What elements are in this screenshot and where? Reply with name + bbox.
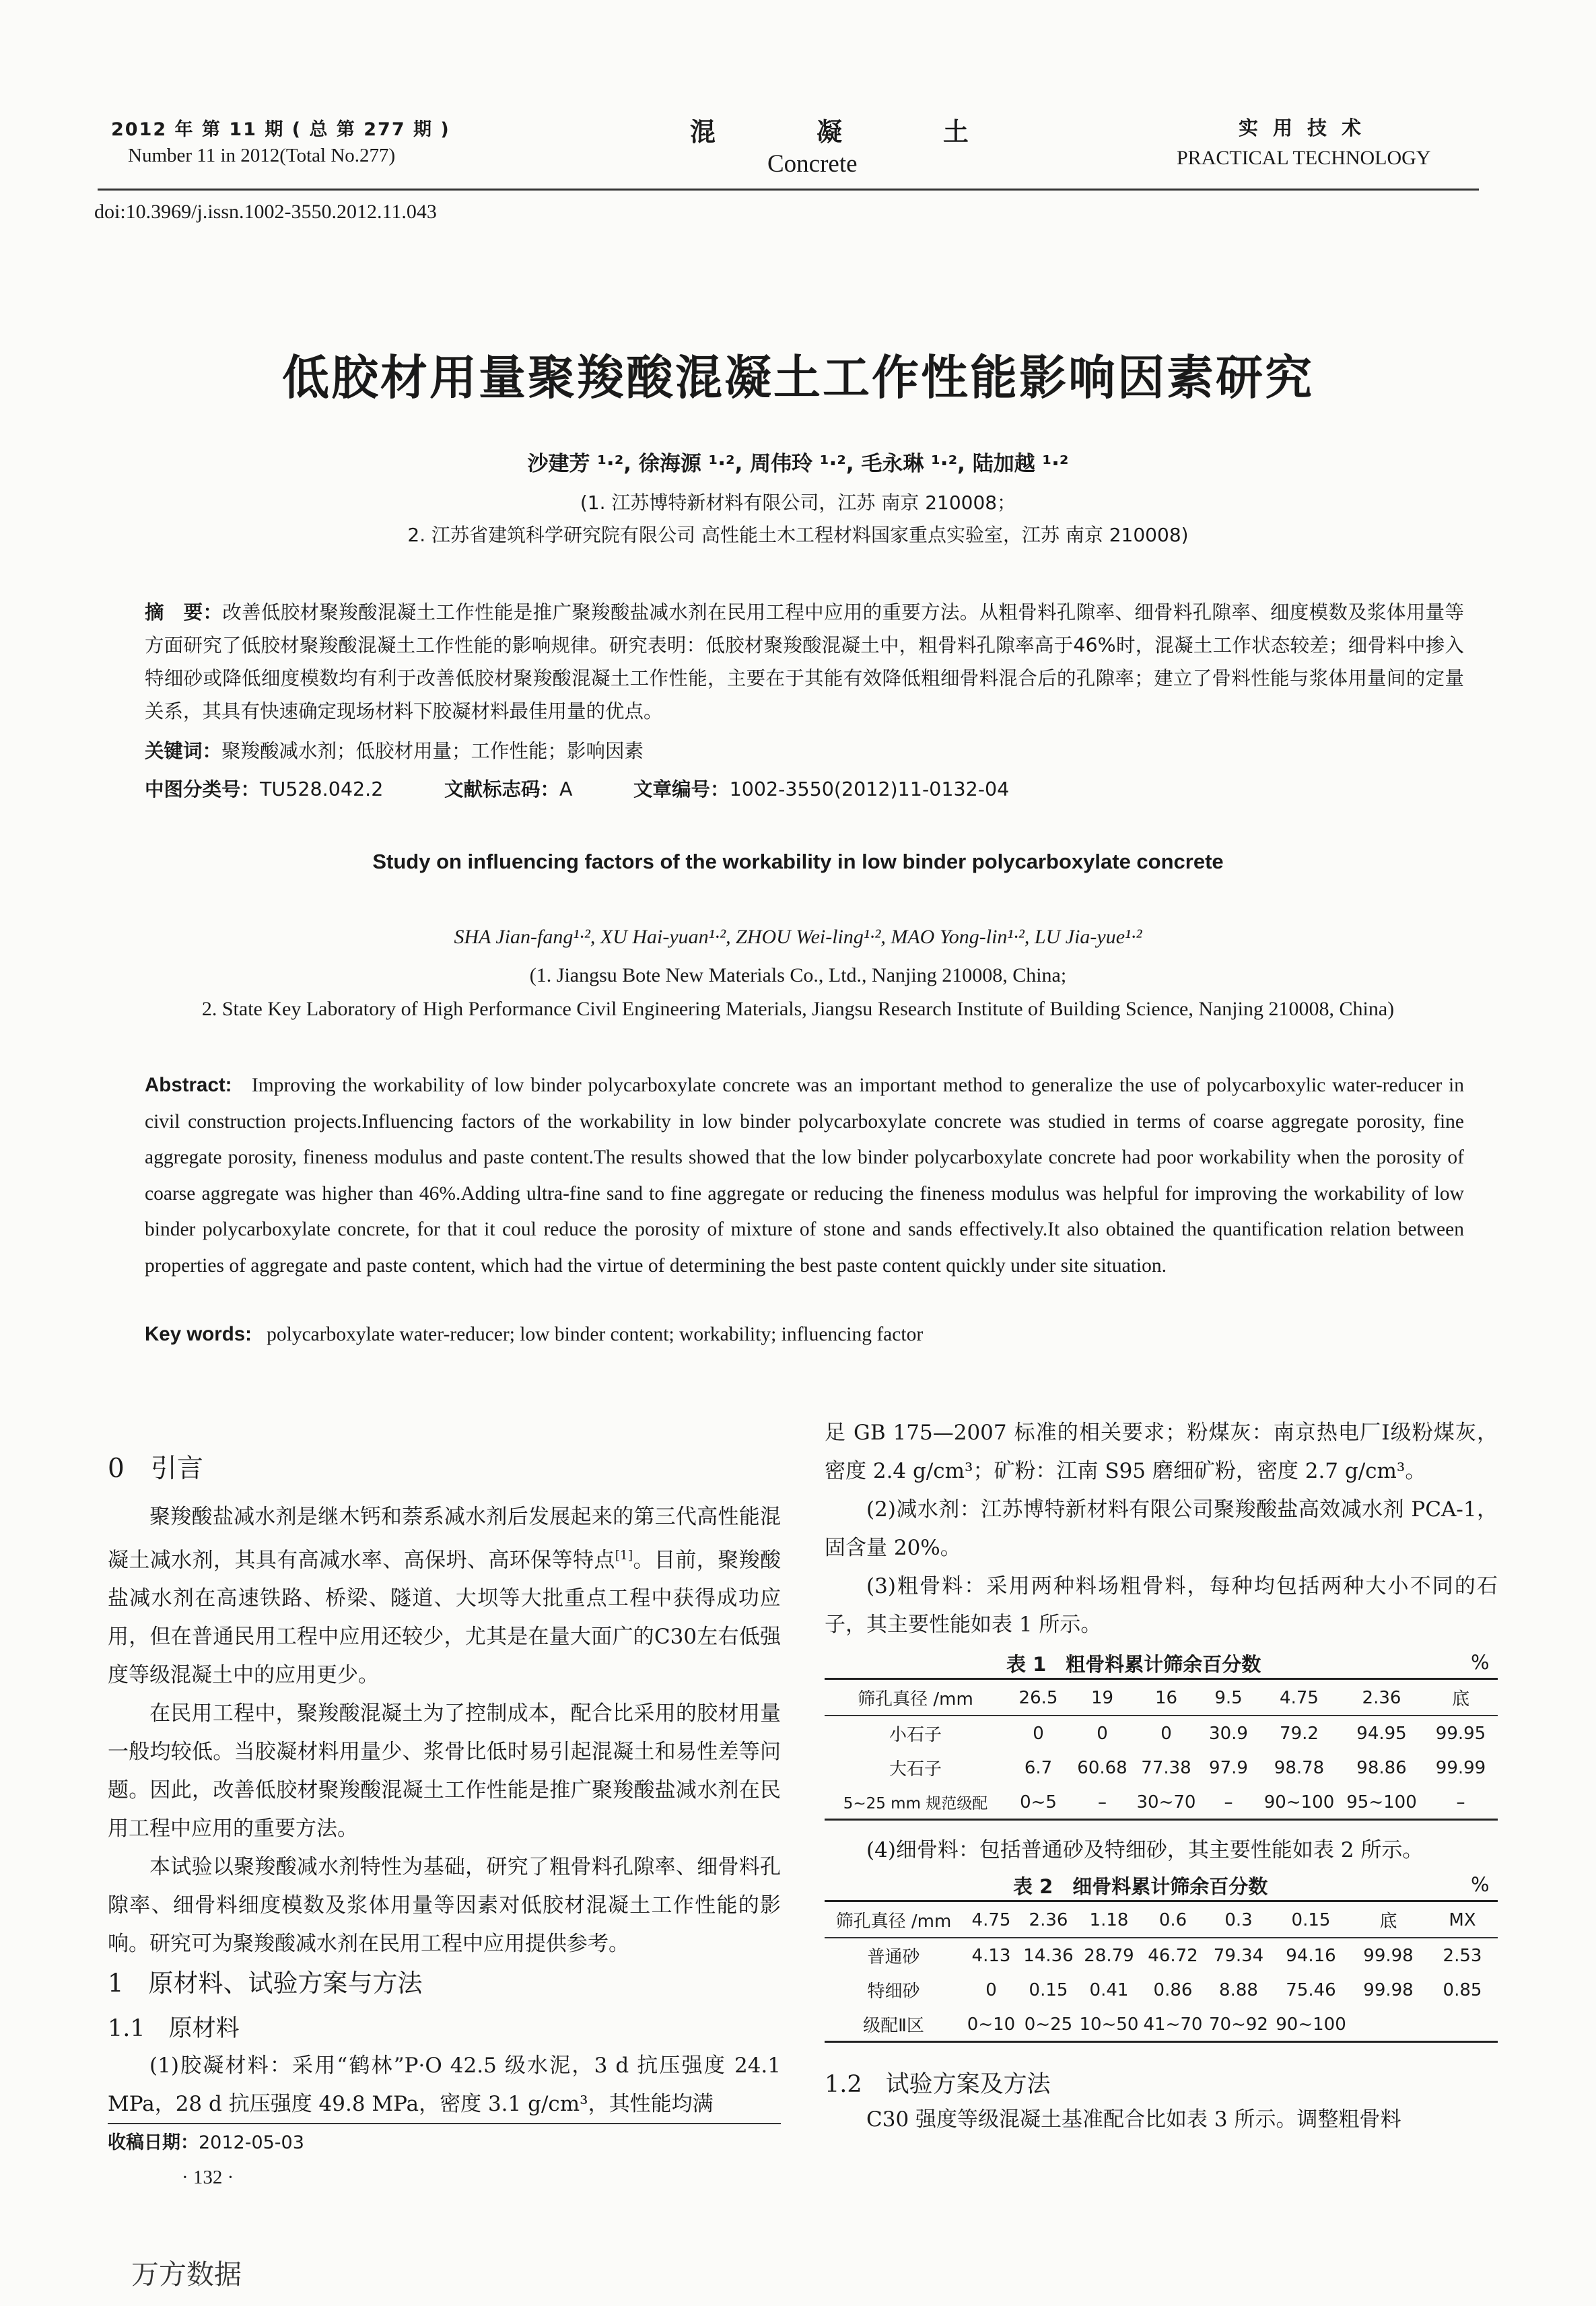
abstract-cn-label: 摘 要： [145, 601, 223, 623]
article-no-value: 1002-3550(2012)11-0132-04 [729, 778, 1010, 801]
journal-name-en: Concrete [767, 150, 858, 178]
table-2-top-rule [825, 1900, 1498, 1902]
table-cell: 4.13 [971, 1945, 1011, 1966]
table-cell: 2.36 [1029, 1909, 1068, 1930]
affiliation-cn-1: (1. 江苏博特新材料有限公司，江苏 南京 210008； [580, 491, 1016, 514]
table-row [825, 1751, 1498, 1785]
table-cell: 28.79 [1084, 1945, 1134, 1966]
table-row [825, 1785, 1498, 1819]
paragraph-intro-3: 本试验以聚羧酸减水剂特性为基础，研究了粗骨料孔隙率、细骨料孔隙率、细骨料细度模数及浆体用量等因素对低胶材混凝土工作性能的影响。研究可为聚羧酸减水剂在民用工程中应用提供参考。 [108, 1855, 781, 1957]
table-cell: 94.95 [1356, 1723, 1407, 1744]
table-cell: 41~70 [1143, 2014, 1203, 2035]
clc-value: TU528.042.2 [260, 778, 384, 801]
table-cell: 99.95 [1435, 1723, 1486, 1744]
issue-en: Number 11 in 2012(Total No.277) [128, 145, 396, 166]
paragraph-materials-3: (3)粗骨料：采用两种料场粗骨料，每种均包括两种大小不同的石子，其主要性能如表 1 所示。 [825, 1574, 1498, 1637]
table-cell: 筛孔真径 /mm [835, 1911, 952, 1932]
abstract-cn [145, 596, 1464, 728]
table-2-caption: 表 2 细骨料累计筛余百分数 [1013, 1875, 1268, 1898]
table-cell: 0.85 [1443, 1979, 1482, 2000]
page-number: · 132 · [182, 2167, 234, 2188]
authors-cn: 沙建芳 ¹·², 徐海源 ¹·², 周伟玲 ¹·², 毛永琳 ¹·², 陆加越 ¹·² [527, 452, 1069, 476]
table-cell: 普通砂 [867, 1947, 920, 1967]
table-cell: 60.68 [1077, 1757, 1127, 1778]
table-cell: 30.9 [1209, 1723, 1248, 1744]
abstract-cn-text: 改善低胶材聚羧酸混凝土工作性能是推广聚羧酸盐减水剂在民用工程中应用的重要方法。从粗骨料孔隙率、细骨料孔隙率、细度模数及浆体用量等方面研究了低胶材聚羧酸混凝土工作性能的影响规律。研究表明：低胶材聚羧酸混凝土中，粗骨料孔隙率高于46%时，混凝土工作状态较差；细骨料中掺入特细砂或降低细度模数均有利于改善低胶材聚羧酸混凝土工作性能，主要在于其能有效降低粗细骨料混合后的孔隙率；建立了骨料性能与浆体用量间的定量关系，其具有快速确定现场材料下胶凝材料最佳用量的优点。 [145, 601, 1464, 722]
abstract-en-label: Abstract: [145, 1074, 232, 1096]
doc-code-label: 文献标志码： [444, 778, 559, 801]
affiliation-en-1: (1. Jiangsu Bote New Materials Co., Ltd., Nanjing 210008, China; [529, 964, 1067, 986]
section-1-2-heading: 1.2 试验方案及方法 [825, 2071, 1051, 2098]
table-cell: 0.6 [1158, 1909, 1187, 1930]
keywords-en-label: Key words: [145, 1323, 252, 1345]
header-rule [98, 189, 1479, 191]
table-cell: 底 [1451, 1689, 1469, 1709]
table-cell: 77.38 [1141, 1757, 1191, 1778]
affiliation-cn-2: 2. 江苏省建筑科学研究院有限公司 高性能土木工程材料国家重点实验室，江苏 南京 210008) [407, 524, 1189, 546]
paper-title-cn: 低胶材用量聚羧酸混凝土工作性能影响因素研究 [282, 350, 1314, 405]
table-cell: 0.15 [1291, 1909, 1331, 1930]
table-cell: 98.86 [1356, 1757, 1407, 1778]
affiliation-en-2: 2. State Key Laboratory of High Performance Civil Engineering Materials, Jiangsu Research Institute of Building Science, Nanjing 210008, China) [201, 998, 1395, 1020]
paragraph-intro-1: 聚羧酸盐减水剂是继木钙和萘系减水剂后发展起来的第三代高性能混凝土减水剂，其具有高减水率、高保坍、高环保等特点[1]。目前，聚羧酸盐减水剂在高速铁路、桥梁、隧道、大坝等大批重点工程中获得成功应用，但在普通民用工程中应用还较少，尤其是在量大面广的C30左右低强度等级混凝土中的应用更少。 [108, 1505, 781, 1688]
table-1-bottom-rule [825, 1819, 1498, 1821]
table-cell: 79.34 [1213, 1945, 1264, 1966]
issue-cn: 2012 年 第 11 期 ( 总 第 277 期 ) [111, 119, 450, 140]
table-2-unit: % [1471, 1873, 1490, 1896]
section-1-heading: 1 原材料、试验方案与方法 [108, 1969, 423, 1998]
keywords-cn-label: 关键词： [145, 740, 222, 762]
table-cell: 0~10 [967, 2014, 1016, 2035]
table-cell: 4.75 [1280, 1687, 1319, 1708]
table-cell: 5~25 mm 规范级配 [843, 1795, 988, 1812]
table-cell [1350, 2007, 1427, 2041]
table-cell: 97.9 [1209, 1757, 1248, 1778]
table-cell: 90~100 [1263, 1792, 1335, 1812]
footnote-rule [108, 2123, 781, 2124]
table-1-unit: % [1471, 1651, 1490, 1674]
table-cell: 16 [1154, 1687, 1178, 1708]
table-cell: 19 [1090, 1687, 1114, 1708]
table-cell [1427, 2007, 1498, 2041]
table-cell: 0~25 [1024, 2014, 1073, 2035]
keywords-cn [145, 736, 644, 764]
section-name-cn: 实用技术 [1239, 116, 1377, 139]
table-cell: 0.41 [1089, 1979, 1129, 2000]
table-cell: 0.86 [1153, 1979, 1193, 2000]
table-cell: 0 [1160, 1723, 1172, 1744]
table-cell: 9.5 [1214, 1687, 1243, 1708]
table-cell: 0.15 [1029, 1979, 1068, 2000]
table-cell: 75.46 [1286, 1979, 1336, 2000]
table-cell: 46.72 [1148, 1945, 1198, 1966]
table-cell: 0 [1033, 1723, 1044, 1744]
right-body-2 [825, 1831, 1498, 1870]
paragraph-materials-1-cont: 足 GB 175—2007 标准的相关要求；粉煤灰：南京热电厂Ⅰ级粉煤灰，密度 2.4 g/cm³；矿粉：江南 S95 磨细矿粉，密度 2.7 g/cm³。 [825, 1421, 1498, 1483]
table-1-header-row [825, 1681, 1498, 1716]
paragraph-materials-4: (4)细骨料：包括普通砂及特细砂，其主要性能如表 2 所示。 [866, 1838, 1424, 1862]
table-cell: 30~70 [1136, 1792, 1196, 1812]
table-cell: 0~5 [1020, 1792, 1057, 1812]
table-cell: 99.98 [1363, 1945, 1414, 1966]
ref-1[interactable]: [1] [615, 1549, 633, 1563]
table-2-header-row [825, 1903, 1498, 1938]
classification-cn [145, 774, 1009, 802]
table-cell: – [1456, 1792, 1465, 1812]
table-cell: 底 [1379, 1911, 1397, 1932]
paragraph-materials-2: (2)减水剂：江苏博特新材料有限公司聚羧酸盐高效减水剂 PCA-1，固含量 20%。 [825, 1497, 1498, 1560]
table-cell: 2.36 [1362, 1687, 1401, 1708]
table-row [825, 1716, 1498, 1751]
table-cell: 筛孔真径 /mm [858, 1689, 973, 1709]
clc-label: 中图分类号： [145, 778, 261, 801]
left-body-2 [108, 2047, 781, 2124]
table-cell: MX [1449, 1909, 1476, 1930]
table-cell: 14.36 [1023, 1945, 1074, 1966]
keywords-cn-text: 聚羧酸减水剂；低胶材用量；工作性能；影响因素 [221, 740, 644, 762]
table-1-top-rule [825, 1678, 1498, 1680]
table-cell: 90~100 [1276, 2014, 1346, 2035]
table-row [825, 2007, 1498, 2041]
keywords-en [145, 1323, 923, 1346]
keywords-en-text: polycarboxylate water-reducer; low binder content; workability; influencing factor [267, 1324, 924, 1345]
paper-title-en: Study on influencing factors of the workability in low binder polycarboxylate concrete [372, 850, 1224, 873]
table-cell: 70~92 [1209, 2014, 1268, 2035]
table-cell: 94.16 [1286, 1945, 1336, 1966]
table-cell: 8.88 [1219, 1979, 1258, 2000]
table-cell: 1.18 [1089, 1909, 1129, 1930]
abstract-en [145, 1067, 1464, 1284]
section-0-heading: 0 引言 [108, 1454, 203, 1484]
table-cell: – [1224, 1792, 1233, 1812]
table-1-caption: 表 1 粗骨料累计筛余百分数 [1006, 1653, 1261, 1676]
section-name-en: PRACTICAL TECHNOLOGY [1177, 147, 1431, 169]
abstract-en-text: Improving the workability of low binder polycarboxylate concrete was an important method to generalize the use of polycarboxylic water-reducer in civil construction projects.Influencing factors of the workability in low binder polycarboxylate concrete was studied in terms of coarse aggregate porosity, fine aggregate porosity, fineness modulus and paste content.The results showed that the low binder polycarboxylate concrete had poor workability when the porosity of coarse aggregate was higher than 46%.Adding ultra-fine sand to fine aggregate or reducing the fineness modulus was helpful for improving the workability of low binder polycarboxylate concrete, for that it coul reduce the porosity of mixture of stone and sands effectively.It also obtained the quantification relation between properties of aggregate and paste content, which had the virtue of determining the best paste content quickly under site situation. [145, 1075, 1464, 1277]
table-cell: 95~100 [1346, 1792, 1417, 1812]
table-cell: – [1098, 1792, 1107, 1812]
table-cell: 6.7 [1024, 1757, 1053, 1778]
paragraph-method-1: C30 强度等级混凝土基准配合比如表 3 所示。调整粗骨料 [866, 2107, 1401, 2132]
table-2-bottom-rule [825, 2041, 1498, 2043]
table-cell: 小石子 [889, 1725, 942, 1745]
table-cell: 0 [985, 1979, 997, 2000]
journal-name-cn: 混凝土 [690, 116, 1070, 147]
table-cell: 10~50 [1079, 2014, 1139, 2035]
doc-code-value: A [559, 778, 573, 801]
table-2 [825, 1903, 1498, 2041]
paragraph-materials-1: (1)胶凝材料：采用“鹤林”P·O 42.5 级水泥，3 d 抗压强度 24.1 MPa，28 d 抗压强度 49.8 MPa，密度 3.1 g/cm³，其性能均满 [108, 2054, 781, 2116]
table-row [825, 1938, 1498, 1973]
table-cell: 4.75 [971, 1909, 1011, 1930]
table-1 [825, 1681, 1498, 1819]
table-cell: 98.78 [1274, 1757, 1325, 1778]
paragraph-intro-2: 在民用工程中，聚羧酸混凝土为了控制成本，配合比采用的胶材用量一般均较低。当胶凝材料用量少、浆骨比低时易引起混凝土和易性差等问题。因此，改善低胶材聚羧酸混凝土工作性能是推广聚羧酸盐减水剂在民用工程中应用的重要方法。 [108, 1701, 781, 1841]
received-date: 收稿日期：2012-05-03 [108, 2132, 304, 2153]
table-row [825, 1973, 1498, 2007]
table-cell: 级配Ⅱ区 [863, 2016, 924, 2036]
table-cell: 大石子 [889, 1759, 942, 1779]
left-body-1 [108, 1498, 781, 1963]
table-cell: 0 [1097, 1723, 1108, 1744]
right-body-1 [825, 1414, 1498, 1644]
article-no-label: 文章编号： [633, 778, 730, 801]
table-cell: 2.53 [1443, 1945, 1482, 1966]
doi: doi:10.3969/j.issn.1002-3550.2012.11.043 [94, 201, 437, 223]
table-cell: 0.3 [1224, 1909, 1253, 1930]
table-cell: 99.99 [1435, 1757, 1486, 1778]
table-cell: 99.98 [1363, 1979, 1414, 2000]
table-cell: 特细砂 [867, 1981, 920, 2002]
section-1-1-heading: 1.1 原材料 [108, 2015, 240, 2042]
authors-en: SHA Jian-fang¹·², XU Hai-yuan¹·², ZHOU Wei-ling¹·², MAO Yong-lin¹·², LU Jia-yue¹·² [454, 926, 1142, 948]
right-body-3 [825, 2101, 1498, 2139]
table-cell: 79.2 [1280, 1723, 1319, 1744]
table-cell: 26.5 [1018, 1687, 1058, 1708]
watermark: 万方数据 [131, 2258, 242, 2291]
